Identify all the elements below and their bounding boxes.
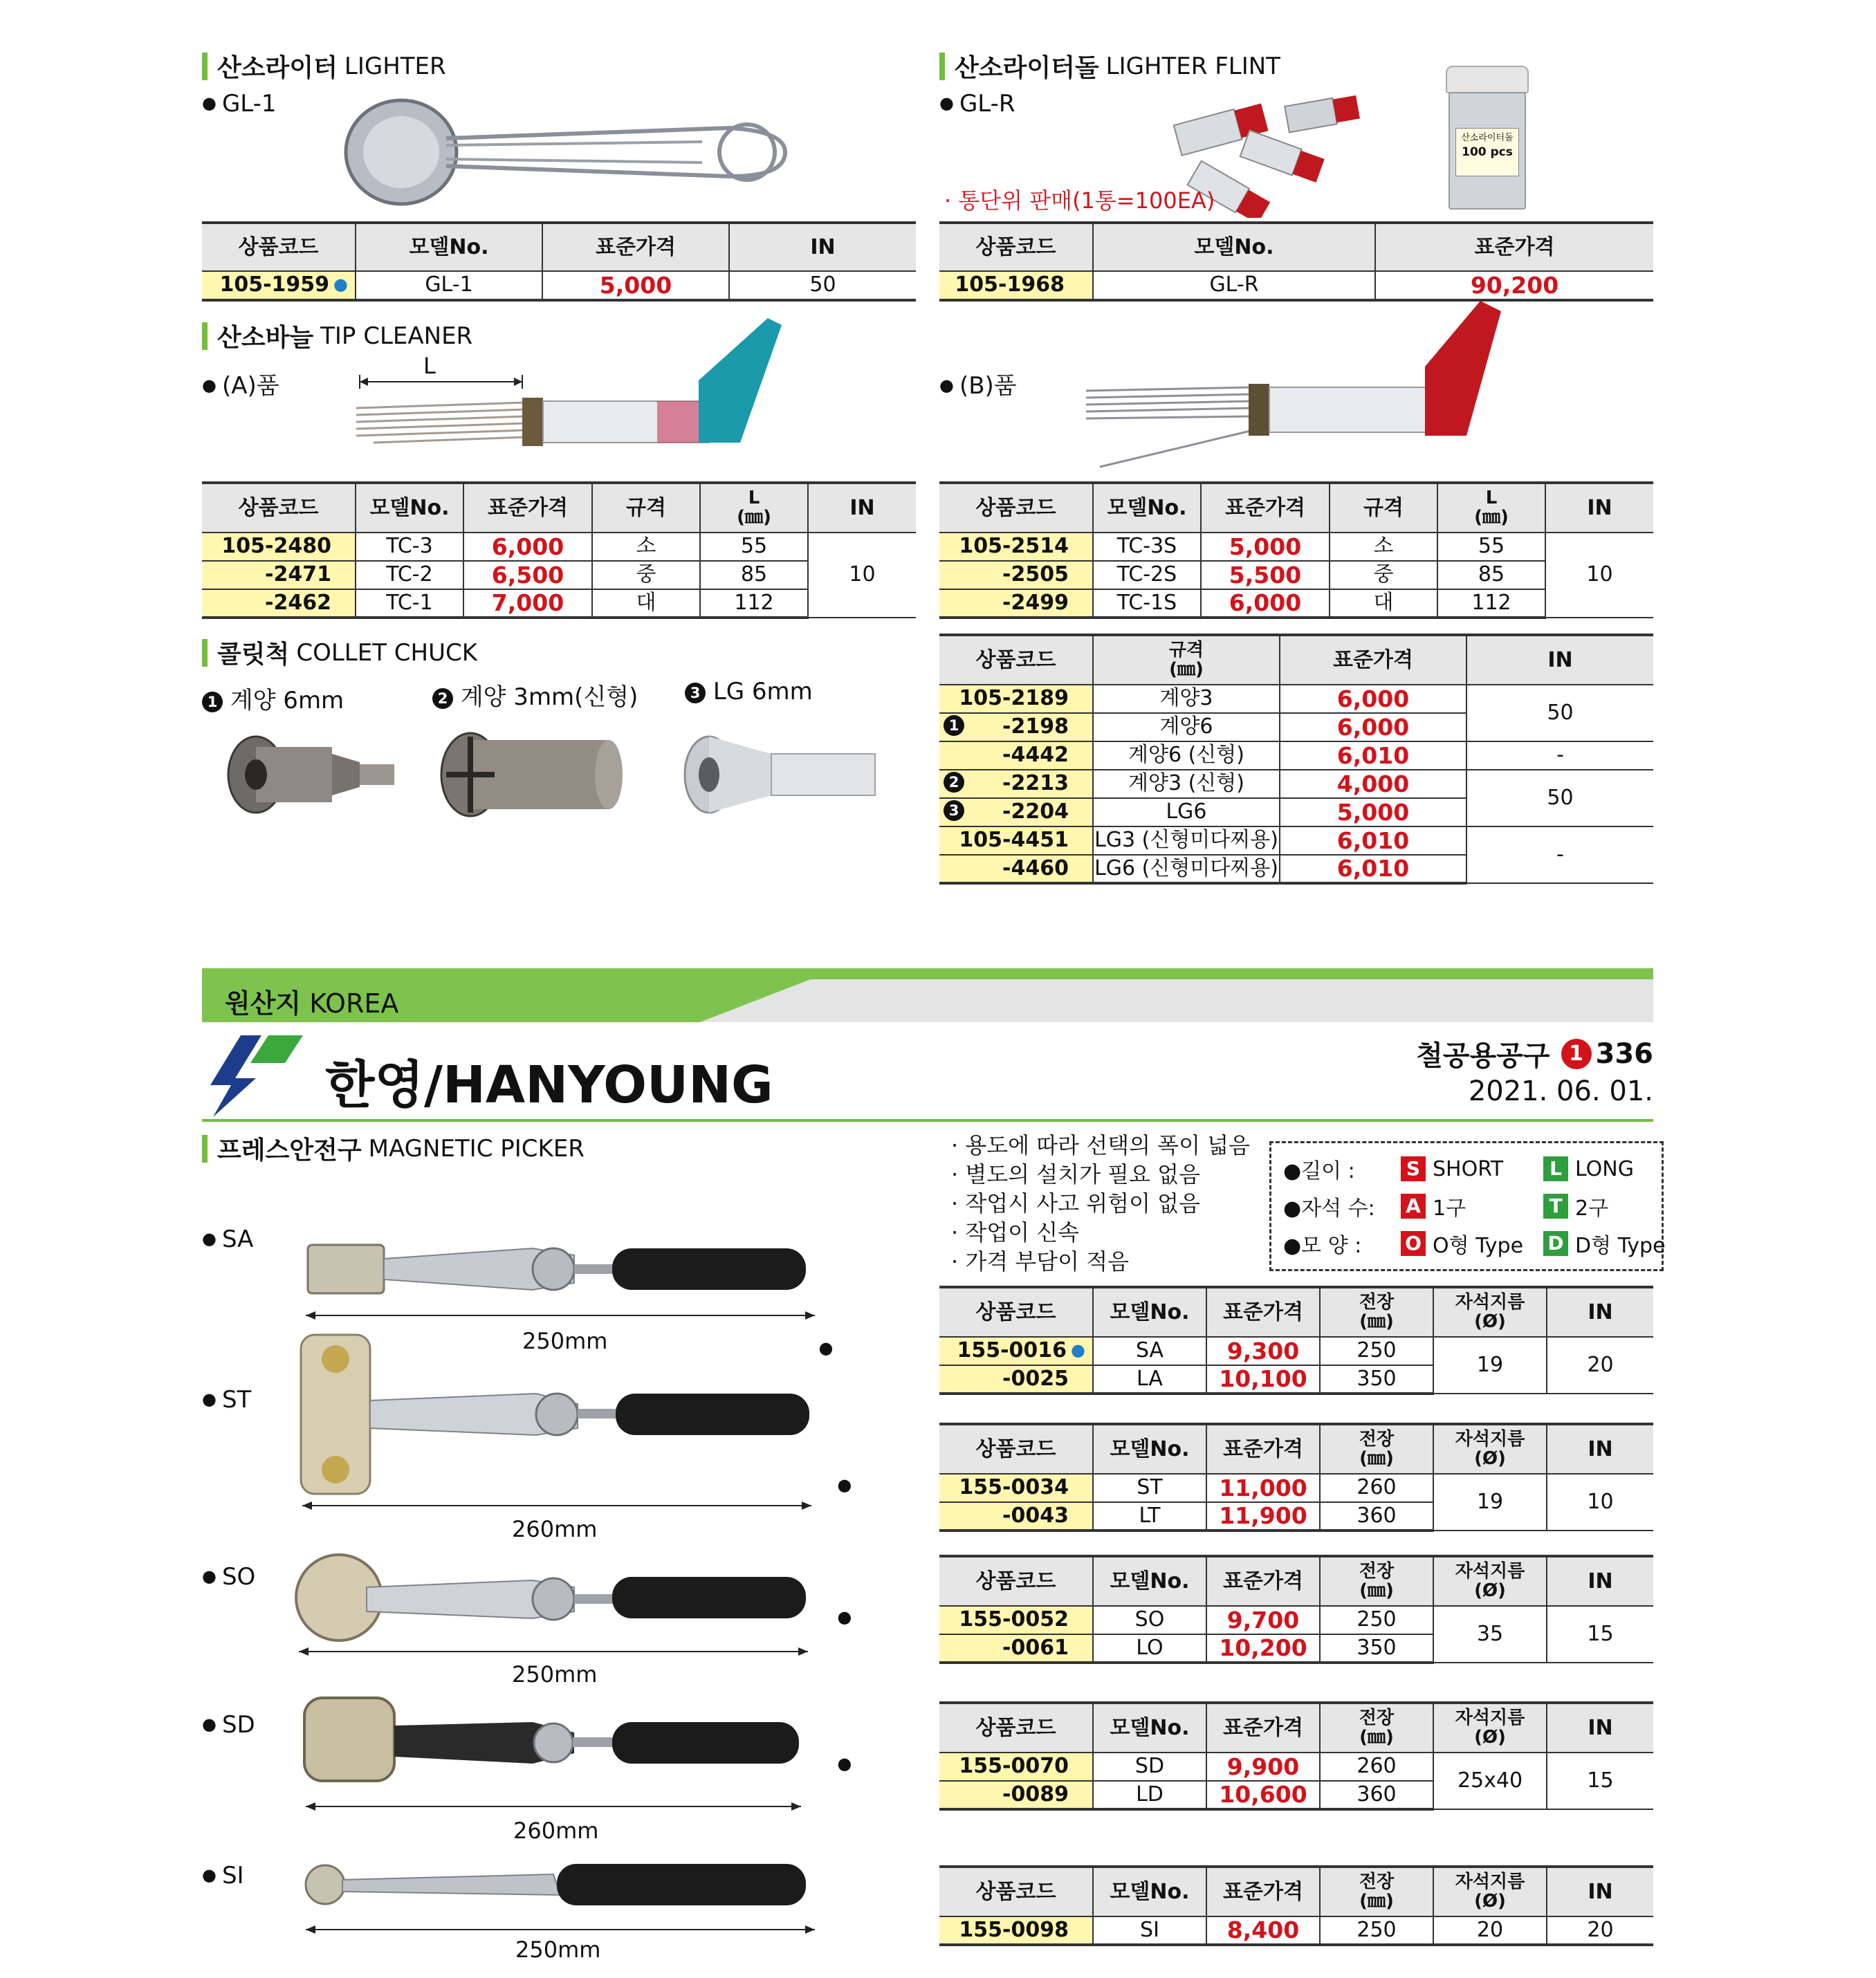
price: 5,500 <box>1201 561 1330 589</box>
length: 85 <box>700 561 808 589</box>
in-qty: 50 <box>1466 770 1653 826</box>
product-code: 105-1959 ● <box>202 271 356 300</box>
legend-row-length: ●길이 : S SHORT L LONG <box>1283 1156 1634 1183</box>
picker-si-table <box>939 1865 1653 1946</box>
in-qty: 10 <box>808 533 916 618</box>
header-length: 전장 (㎜) <box>1320 1424 1433 1474</box>
flint-section-title: 산소라이터돌 LIGHTER FLINT <box>939 48 1280 84</box>
in-qty: 10 <box>1545 533 1653 618</box>
product-code: -2505 <box>939 561 1093 589</box>
product-code: 105-2189 <box>939 685 1093 713</box>
origin-bar <box>202 968 1653 1022</box>
tip-cleaner-b-photo <box>1079 297 1508 470</box>
tip-cleaner-a-photo <box>353 311 796 463</box>
price: 5,000 <box>1280 798 1466 826</box>
price: 9,700 <box>1206 1606 1320 1634</box>
spec: 계양6 <box>1093 713 1280 741</box>
header-price: 표준가격 <box>1206 1424 1320 1474</box>
length: 112 <box>700 589 808 618</box>
flint-sales-note: · 통단위 판매(1통=100EA) <box>944 187 1215 214</box>
collet-2-photo <box>436 723 629 826</box>
header-length: 전장 (㎜) <box>1320 1556 1433 1606</box>
header-spec: 규격 <box>1330 483 1437 533</box>
price: 6,000 <box>463 533 592 561</box>
lighter-model-label: ● GL-1 <box>202 90 277 118</box>
picker-sd-photo <box>297 1694 809 1819</box>
page-number: 336 <box>1595 1037 1653 1070</box>
header-code: 상품코드 <box>202 223 356 271</box>
picker-sa-photo <box>297 1231 823 1328</box>
in-qty: 20 <box>1547 1916 1653 1945</box>
header-model: 모델No. <box>356 223 542 271</box>
header-price: 표준가격 <box>463 483 592 533</box>
spec: LG3 (신형미다찌용) <box>1093 826 1280 855</box>
lighter-table <box>202 221 916 302</box>
header-model: 모델No. <box>1093 223 1375 271</box>
price: 6,000 <box>1280 685 1466 713</box>
origin-label: 원산지 KOREA <box>225 988 399 1019</box>
brand-name: 한영/HANYOUNG <box>325 1055 773 1115</box>
spec: LG6 <box>1093 798 1280 826</box>
model-no: TC-2 <box>356 561 463 589</box>
header-spec: 규격 (㎜) <box>1093 635 1280 685</box>
price: 6,010 <box>1280 855 1466 883</box>
header-length: 전장 (㎜) <box>1320 1703 1433 1753</box>
header-in: IN <box>1547 1287 1653 1337</box>
tip-cleaner-section-title: 산소바늘 TIP CLEANER <box>202 318 472 353</box>
magnet-diameter: 35 <box>1433 1606 1547 1663</box>
price: 10,600 <box>1206 1781 1320 1809</box>
picker-so-table <box>837 1555 1653 1664</box>
model-no: SA <box>1093 1337 1206 1365</box>
header-length: 전장 (㎜) <box>1320 1287 1433 1337</box>
header-code: 상품코드 <box>939 483 1093 533</box>
product-code: -4460 <box>939 855 1093 883</box>
product-code: 105-2480 <box>202 533 356 561</box>
header-price: 표준가격 <box>1201 483 1330 533</box>
product-code: 2 -2213 <box>939 770 1093 798</box>
price: 6,010 <box>1280 741 1466 770</box>
length: 360 <box>1320 1502 1433 1531</box>
size: 소 <box>592 533 700 561</box>
model-no: LO <box>1093 1634 1206 1663</box>
collet-item-2-label: 2 계양 3mm(신형) <box>432 678 638 712</box>
header-length: 전장 (㎜) <box>1320 1867 1433 1916</box>
picker-so-label: ● SO <box>202 1563 255 1591</box>
header-code: 상품코드 <box>939 1424 1093 1474</box>
model-no: TC-3 <box>356 533 463 561</box>
header-in: IN <box>1547 1556 1653 1606</box>
in-qty: 50 <box>1466 685 1653 741</box>
catalog-category: 철공용공구 1 336 <box>1416 1037 1653 1072</box>
in-qty: 20 <box>1547 1337 1653 1394</box>
product-code: -0089 <box>939 1781 1093 1809</box>
product-code: 1 -2198 <box>939 713 1093 741</box>
picker-sa-dim: 250mm <box>522 1328 608 1354</box>
flint-model-label: ● GL-R <box>939 90 1015 118</box>
catalog-date: 2021. 06. 01. <box>1468 1075 1653 1107</box>
product-code: -2462 <box>202 589 356 618</box>
length: 85 <box>1437 561 1545 589</box>
picker-so-photo <box>291 1549 816 1660</box>
length: 350 <box>1320 1634 1433 1663</box>
model-no: SD <box>1093 1753 1206 1781</box>
product-code: 105-2514 <box>939 533 1093 561</box>
header-length: L (㎜) <box>700 483 808 533</box>
length: 250 <box>1320 1606 1433 1634</box>
length: 55 <box>1437 533 1545 561</box>
header-price: 표준가격 <box>1206 1867 1320 1916</box>
picker-sd-dim: 260mm <box>513 1818 599 1844</box>
price: 90,200 <box>1375 271 1653 300</box>
hanyoung-logo <box>208 1035 304 1118</box>
header-magnet-diameter: 자석지름 (Ø) <box>1433 1867 1547 1916</box>
price: 5,000 <box>1201 533 1330 561</box>
header-code: 상품코드 <box>939 1867 1093 1916</box>
model-no: TC-1S <box>1093 589 1201 618</box>
product-code: -2499 <box>939 589 1093 618</box>
header-model: 모델No. <box>1093 1556 1206 1606</box>
header-code: 상품코드 <box>939 1287 1093 1337</box>
spec: 계양3 <box>1093 685 1280 713</box>
magnet-diameter: 19 <box>1433 1474 1547 1531</box>
product-code: -0025 <box>939 1365 1093 1394</box>
header-in: IN <box>1547 1703 1653 1753</box>
header-price: 표준가격 <box>1206 1556 1320 1606</box>
length: 350 <box>1320 1365 1433 1394</box>
header-code: 상품코드 <box>939 223 1093 271</box>
flint-table <box>939 221 1653 302</box>
magnet-diameter: 25x40 <box>1433 1753 1547 1809</box>
length: 260 <box>1320 1753 1433 1781</box>
lighter-section-title: 산소라이터 LIGHTER <box>202 48 446 84</box>
tip-cleaner-b-table <box>939 481 1653 619</box>
picker-sd-table <box>837 1701 1653 1811</box>
header-in: IN <box>808 483 916 533</box>
product-code: -0061 <box>939 1634 1093 1663</box>
in-qty: - <box>1466 826 1653 883</box>
header-model: 모델No. <box>1093 483 1201 533</box>
picker-sa-label: ● SA <box>202 1226 253 1253</box>
header-magnet-diameter: 자석지름 (Ø) <box>1433 1703 1547 1753</box>
legend-row-shape: ●모 양 : O O형 Type D D형 Type <box>1283 1232 1666 1258</box>
picker-st-dim: 260mm <box>512 1516 598 1542</box>
price: 6,000 <box>1280 713 1466 741</box>
product-code: -0043 <box>939 1502 1093 1531</box>
picker-sd-label: ● SD <box>202 1711 255 1739</box>
length: 260 <box>1320 1474 1433 1502</box>
price: 11,900 <box>1206 1502 1320 1531</box>
header-length: L (㎜) <box>1437 483 1545 533</box>
spec: 계양3 (신형) <box>1093 770 1280 798</box>
tip-cleaner-a-label: ● (A)품 <box>202 367 279 400</box>
product-code: 105-4451 <box>939 826 1093 855</box>
volume-badge: 1 <box>1561 1039 1592 1069</box>
picker-sa-table <box>818 1286 1653 1395</box>
price: 6,010 <box>1280 826 1466 855</box>
product-code: ● 155-0052 <box>939 1606 1093 1634</box>
in-qty: 15 <box>1547 1606 1653 1663</box>
picker-si-photo <box>297 1854 823 1943</box>
price: 10,200 <box>1206 1634 1320 1663</box>
header-model: 모델No. <box>1093 1703 1206 1753</box>
price: 5,000 <box>542 271 729 300</box>
length: 250 <box>1320 1916 1433 1945</box>
size: 대 <box>1330 589 1437 618</box>
product-code: ● 155-0016 ● <box>939 1337 1093 1365</box>
flint-jar <box>1446 66 1529 218</box>
collet-item-1-label: 1 계양 6mm <box>202 681 344 715</box>
product-code: ● 155-0070 <box>939 1753 1093 1781</box>
header-in: IN <box>1545 483 1653 533</box>
header-model: 모델No. <box>1093 1424 1206 1474</box>
price: 11,000 <box>1206 1474 1320 1502</box>
length: 112 <box>1437 589 1545 618</box>
picker-features <box>951 1131 1250 1276</box>
jar-label: 산소라이터돌 <box>1461 133 1514 143</box>
legend-row-magnet: ●자석 수: A 1구 T 2구 <box>1283 1194 1609 1221</box>
spec: 계양6 (신형) <box>1093 741 1280 770</box>
tip-cleaner-a-table <box>202 481 916 619</box>
header-price: 표준가격 <box>542 223 729 271</box>
size: 중 <box>1330 561 1437 589</box>
product-code: -4442 <box>939 741 1093 770</box>
in-qty: - <box>1466 741 1653 770</box>
feature-item: · 용도에 따라 선택의 폭이 넓음 <box>951 1132 1250 1158</box>
header-magnet-diameter: 자석지름 (Ø) <box>1433 1424 1547 1474</box>
jar-count: 100 pcs <box>1462 145 1513 159</box>
price: 7,000 <box>463 589 592 618</box>
header-code: 상품코드 <box>939 1703 1093 1753</box>
header-in: IN <box>729 223 916 271</box>
collet-section-title: 콜릿척 COLLET CHUCK <box>202 635 477 670</box>
magnet-diameter: 19 <box>1433 1337 1547 1394</box>
model-no: GL-R <box>1093 271 1375 300</box>
price: 6,500 <box>463 561 592 589</box>
header-price: 표준가격 <box>1206 1287 1320 1337</box>
size: 대 <box>592 589 700 618</box>
product-code: 3 -2204 <box>939 798 1093 826</box>
header-model: 모델No. <box>1093 1867 1206 1916</box>
model-no: GL-1 <box>356 271 542 300</box>
model-no: TC-2S <box>1093 561 1201 589</box>
picker-si-dim: 250mm <box>515 1937 601 1963</box>
header-price: 표준가격 <box>1375 223 1653 271</box>
product-code: -2471 <box>202 561 356 589</box>
collet-3-photo <box>681 730 882 820</box>
tip-cleaner-b-label: ● (B)품 <box>939 367 1017 400</box>
product-code: 105-1968 <box>939 271 1093 300</box>
collet-item-3-label: 3 LG 6mm <box>685 678 813 705</box>
size: 소 <box>1330 533 1437 561</box>
feature-item: · 작업이 신속 <box>951 1219 1080 1246</box>
picker-so-dim: 250mm <box>512 1661 598 1688</box>
header-price: 표준가격 <box>1280 635 1466 685</box>
model-no: TC-3S <box>1093 533 1201 561</box>
feature-item: · 별도의 설치가 필요 없음 <box>951 1161 1200 1187</box>
brand-divider <box>202 1119 1653 1122</box>
header-magnet-diameter: 자석지름 (Ø) <box>1433 1556 1547 1606</box>
header-code: 상품코드 <box>202 483 356 533</box>
spec: LG6 (신형미다찌용) <box>1093 855 1280 883</box>
header-model: 모델No. <box>1093 1287 1206 1337</box>
size: 중 <box>592 561 700 589</box>
lighter-photo <box>342 90 799 207</box>
model-no: SO <box>1093 1606 1206 1634</box>
model-no: LA <box>1093 1365 1206 1394</box>
tip-cleaner-dim-label: L <box>423 353 436 379</box>
header-spec: 규격 <box>592 483 700 533</box>
header-code: 상품코드 <box>939 635 1093 685</box>
picker-si-label: ● SI <box>202 1862 244 1889</box>
picker-section-title: 프레스안전구 MAGNETIC PICKER <box>202 1131 585 1166</box>
model-no: TC-1 <box>356 589 463 618</box>
header-in: IN <box>1547 1867 1653 1916</box>
header-in: IN <box>1466 635 1653 685</box>
product-code: 155-0098 <box>939 1916 1093 1945</box>
length: 250 <box>1320 1337 1433 1365</box>
picker-st-label: ● ST <box>202 1386 251 1414</box>
magnet-diameter: 20 <box>1433 1916 1547 1945</box>
feature-item: · 가격 부담이 적음 <box>951 1248 1130 1275</box>
price: 6,000 <box>1201 589 1330 618</box>
in-qty: 15 <box>1547 1753 1653 1809</box>
collet-1-photo <box>225 726 398 823</box>
price: 10,100 <box>1206 1365 1320 1394</box>
price: 9,900 <box>1206 1753 1320 1781</box>
feature-item: · 작업시 사고 위험이 없음 <box>951 1190 1200 1217</box>
header-in: IN <box>1547 1424 1653 1474</box>
model-no: LD <box>1093 1781 1206 1809</box>
product-code: ● 155-0034 <box>939 1474 1093 1502</box>
model-no: LT <box>1093 1502 1206 1531</box>
picker-st-table <box>837 1423 1653 1532</box>
model-no: SI <box>1093 1916 1206 1945</box>
picker-st-photo <box>294 1331 820 1511</box>
price: 8,400 <box>1206 1916 1320 1945</box>
in-qty: 50 <box>729 271 916 300</box>
in-qty: 10 <box>1547 1474 1653 1531</box>
model-no: ST <box>1093 1474 1206 1502</box>
header-model: 모델No. <box>356 483 463 533</box>
header-magnet-diameter: 자석지름 (Ø) <box>1433 1287 1547 1337</box>
length: 360 <box>1320 1781 1433 1809</box>
header-price: 표준가격 <box>1206 1703 1320 1753</box>
price: 4,000 <box>1280 770 1466 798</box>
header-code: 상품코드 <box>939 1556 1093 1606</box>
collet-table <box>939 634 1653 885</box>
price: 9,300 <box>1206 1337 1320 1365</box>
length: 55 <box>700 533 808 561</box>
